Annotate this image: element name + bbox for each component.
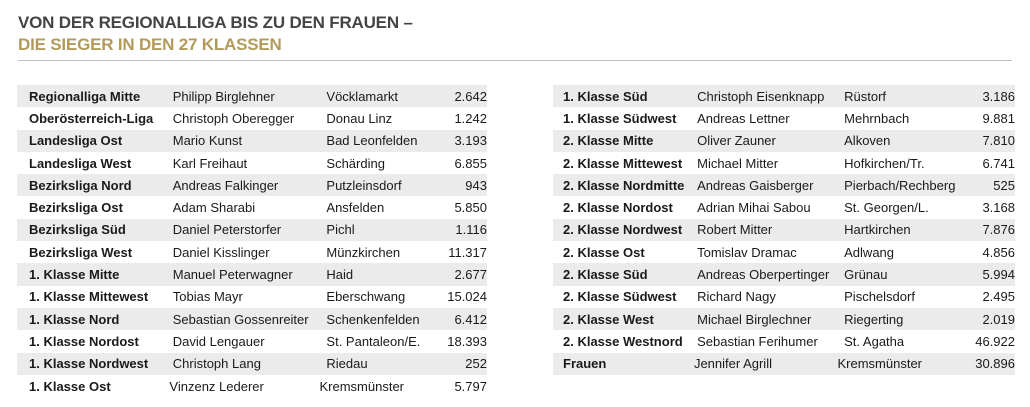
headline-line-2: DIE SIEGER IN DEN 27 KLASSEN	[18, 35, 282, 54]
winner-name: Sebastian Gossenreiter	[172, 311, 309, 327]
league-name: Bezirksliga Nord	[29, 177, 132, 193]
club-location: Münzkirchen	[326, 244, 401, 260]
table-row	[553, 353, 1015, 375]
winner-value: 6.412	[454, 311, 487, 327]
table-row	[17, 286, 487, 308]
winner-name: Oliver Zauner	[697, 133, 776, 149]
league-name: 2. Klasse Süd	[563, 267, 648, 283]
winner-value: 6.855	[454, 155, 487, 171]
table-row	[553, 219, 1015, 241]
winner-value: 2.495	[982, 289, 1015, 305]
winner-name: David Lengauer	[172, 333, 265, 349]
club-location: Kremsmünster	[837, 356, 923, 372]
league-name: 2. Klasse Nordost	[563, 200, 673, 216]
winner-value: 4.856	[982, 244, 1015, 260]
winner-name: Vinzenz Lederer	[169, 378, 264, 394]
winner-name: Tobias Mayr	[172, 289, 243, 305]
club-location: Schenkenfelden	[326, 311, 420, 327]
league-name: 2. Klasse Nordmitte	[563, 177, 685, 193]
club-location: St. Georgen/L.	[844, 200, 929, 216]
league-name: 1. Klasse Mittewest	[29, 289, 149, 305]
league-name: 2. Klasse Mittewest	[563, 155, 683, 171]
table-row	[17, 107, 487, 129]
club-location: Ansfelden	[326, 200, 385, 216]
league-name: Regionalliga Mitte	[29, 88, 141, 104]
winner-value: 943	[465, 177, 487, 193]
league-name: Bezirksliga West	[29, 244, 133, 260]
club-location: Alkoven	[844, 133, 891, 149]
club-location: Hartkirchen	[844, 222, 911, 238]
club-location: Pichl	[326, 222, 355, 238]
winner-value: 15.024	[447, 289, 487, 305]
league-name: 1. Klasse Mitte	[29, 267, 120, 283]
league-name: 2. Klasse West	[563, 311, 654, 327]
winner-value: 3.168	[982, 200, 1015, 216]
winner-name: Michael Mitter	[697, 155, 779, 171]
winner-name: Karl Freihaut	[172, 155, 248, 171]
winner-value: 30.896	[975, 356, 1015, 372]
winner-name: Andreas Lettner	[697, 110, 790, 126]
winner-value: 46.922	[975, 333, 1015, 349]
league-name: 1. Klasse Nord	[29, 311, 120, 327]
club-location: Grünau	[844, 267, 888, 283]
league-name: 1. Klasse Ost	[29, 378, 111, 394]
club-location: Putzleinsdorf	[326, 177, 402, 193]
table-row	[17, 152, 487, 174]
winner-name: Andreas Falkinger	[172, 177, 279, 193]
table-row	[17, 375, 487, 397]
table-row	[553, 107, 1015, 129]
league-name: 2. Klasse Südwest	[563, 289, 677, 305]
winner-value: 11.317	[448, 244, 487, 260]
winner-value: 6.741	[982, 155, 1015, 171]
club-location: Eberschwang	[326, 289, 406, 305]
winner-value: 2.019	[982, 311, 1015, 327]
winner-name: Sebastian Ferihumer	[697, 333, 818, 349]
table-row	[553, 152, 1015, 174]
winner-name: Tomislav Dramac	[697, 244, 797, 260]
winner-value: 2.677	[454, 267, 487, 283]
club-location: Adlwang	[844, 244, 895, 260]
winner-value: 1.116	[455, 222, 487, 238]
table-row	[17, 353, 487, 375]
league-name: Landesliga West	[29, 155, 132, 171]
winner-value: 7.876	[982, 222, 1015, 238]
club-location: Kremsmünster	[319, 378, 405, 394]
headline	[18, 12, 413, 56]
league-name: 2. Klasse Ost	[563, 244, 645, 260]
table-row	[553, 85, 1015, 107]
league-name: Landesliga Ost	[29, 133, 123, 149]
club-location: Schärding	[326, 155, 385, 171]
club-location: Donau Linz	[326, 110, 393, 126]
winner-value: 5.797	[454, 378, 487, 394]
club-location: Riegerting	[844, 311, 904, 327]
table-row	[553, 241, 1015, 263]
table-row	[17, 174, 487, 196]
winner-name: Michael Birglechner	[697, 311, 812, 327]
winner-name: Christoph Eisenknapp	[697, 88, 825, 104]
winner-name: Mario Kunst	[172, 133, 243, 149]
league-name: 1. Klasse Süd	[563, 88, 648, 104]
club-location: Pierbach/Rechberg	[844, 177, 956, 193]
table-row	[17, 196, 487, 218]
table-row	[553, 196, 1015, 218]
winner-name: Adrian Mihai Sabou	[697, 200, 811, 216]
winner-name: Andreas Oberpertinger	[697, 267, 830, 283]
table-row	[553, 130, 1015, 152]
league-name: Bezirksliga Ost	[29, 200, 123, 216]
club-location: St. Pantaleon/E.	[326, 333, 421, 349]
winner-name: Jennifer Agrill	[693, 356, 772, 372]
winner-name: Adam Sharabi	[172, 200, 256, 216]
table-row	[17, 85, 487, 107]
table-row	[553, 330, 1015, 352]
winner-value: 7.810	[982, 133, 1015, 149]
table-row	[17, 308, 487, 330]
table-row	[17, 219, 487, 241]
league-name: 2. Klasse Nordwest	[563, 222, 683, 238]
club-location: Riedau	[326, 356, 368, 372]
league-name: Frauen	[563, 356, 607, 372]
table-row	[17, 241, 487, 263]
winner-value: 5.994	[982, 267, 1015, 283]
league-name: Bezirksliga Süd	[29, 222, 126, 238]
club-location: Pischelsdorf	[844, 289, 915, 305]
winner-name: Daniel Kisslinger	[172, 244, 270, 260]
winner-name: Andreas Gaisberger	[697, 177, 814, 193]
table-row	[17, 263, 487, 285]
club-location: Haid	[326, 267, 354, 283]
table-row	[553, 174, 1015, 196]
winner-value: 3.193	[454, 133, 487, 149]
winner-value: 5.850	[454, 200, 487, 216]
club-location: St. Agatha	[844, 333, 905, 349]
club-location: Rüstorf	[844, 88, 887, 104]
winner-value: 252	[465, 356, 487, 372]
winner-value: 2.642	[454, 88, 487, 104]
club-location: Mehrnbach	[844, 110, 910, 126]
winners-table-right	[553, 85, 1015, 375]
table-row	[553, 286, 1015, 308]
table-row	[553, 308, 1015, 330]
winner-value: 18.393	[447, 333, 487, 349]
table-row	[553, 263, 1015, 285]
club-location: Hofkirchen/Tr.	[844, 155, 925, 171]
winner-value: 3.186	[982, 88, 1015, 104]
winner-name: Robert Mitter	[697, 222, 773, 238]
winner-value: 525	[993, 177, 1015, 193]
header-divider	[18, 60, 1012, 61]
winner-value: 1.242	[454, 110, 487, 126]
table-row	[17, 330, 487, 352]
winner-name: Philipp Birglehner	[172, 88, 275, 104]
winner-name: Christoph Lang	[172, 356, 261, 372]
winner-name: Christoph Oberegger	[172, 110, 295, 126]
winner-name: Manuel Peterwagner	[172, 267, 293, 283]
club-location: Vöcklamarkt	[326, 88, 398, 104]
league-name: 1. Klasse Nordost	[29, 333, 139, 349]
winner-name: Daniel Peterstorfer	[172, 222, 282, 238]
league-name: 2. Klasse Westnord	[563, 333, 683, 349]
league-name: Oberösterreich-Liga	[29, 110, 154, 126]
club-location: Bad Leonfelden	[326, 133, 418, 149]
league-name: 1. Klasse Südwest	[563, 110, 677, 126]
table-row	[17, 130, 487, 152]
winner-name: Richard Nagy	[697, 289, 776, 305]
winner-value: 9.881	[982, 110, 1015, 126]
league-name: 1. Klasse Nordwest	[29, 356, 149, 372]
winners-table-left	[17, 85, 487, 397]
headline-line-1: VON DER REGIONALLIGA BIS ZU DEN FRAUEN –	[18, 13, 413, 32]
league-name: 2. Klasse Mitte	[563, 133, 654, 149]
